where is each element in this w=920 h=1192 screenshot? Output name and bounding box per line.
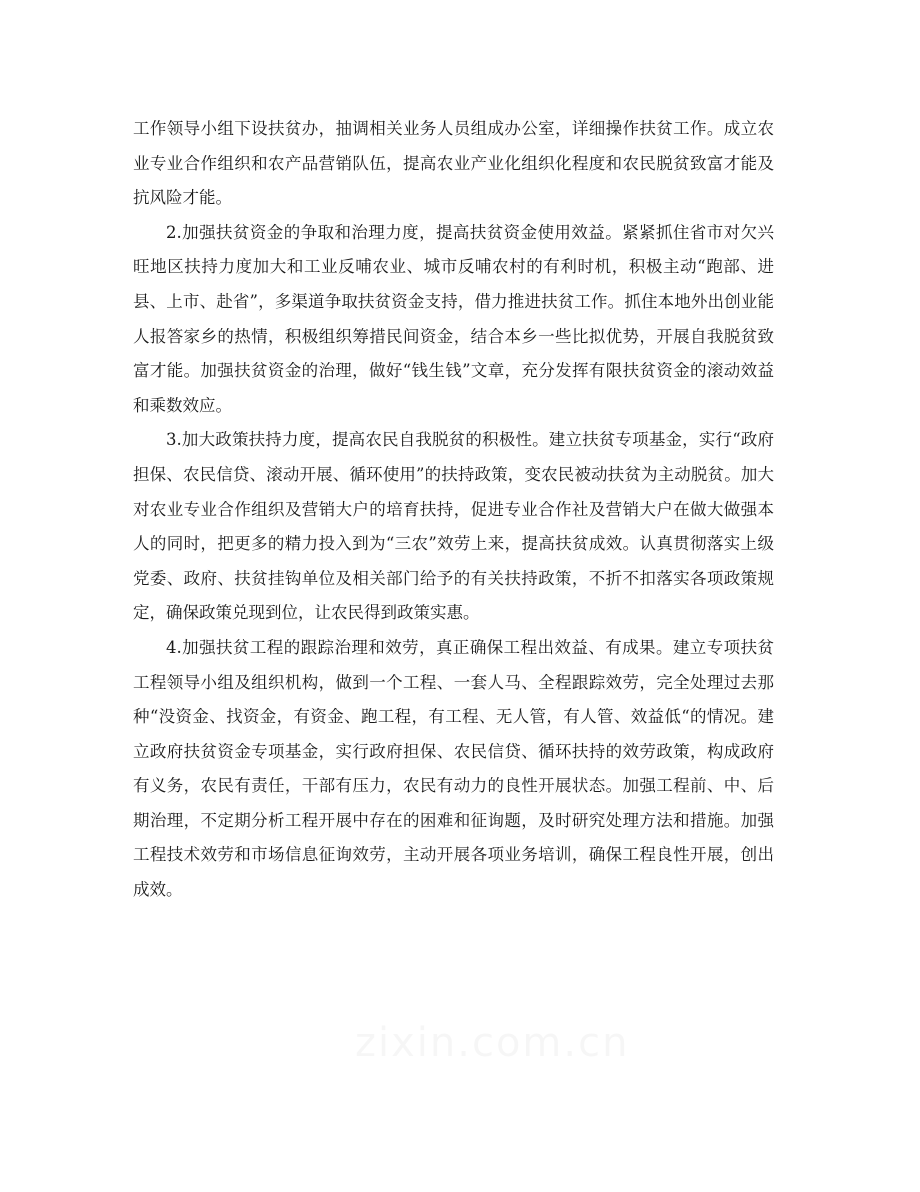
- watermark: [355, 1020, 629, 1066]
- document-body: [133, 112, 774, 908]
- paragraph-item-2: 2.加强扶贫资金的争取和治理力度，提高扶贫资金使用效益。紧紧抓住省市对欠兴旺地区扶持力度加大和工业反哺农业、城市反哺农村的有利时机，积极主动“跑部、进县、上市、赴省”，多渠道争取扶贫资金支持，借力推进扶贫工作。抓住本地外出创业能人报答家乡的热情，积极组织筹措民间资金，结合本乡一些比拟优势，开展自我脱贫致富才能。加强扶贫资金的治理，做好“钱生钱”文章，充分发挥有限扶贫资金的滚动效益和乘数效应。: [133, 222, 774, 415]
- paragraph-item-4: 4.加强扶贫工程的跟踪治理和效劳，真正确保工程出效益、有成果。建立专项扶贫工程领导小组及组织机构，做到一个工程、一套人马、全程跟踪效劳，完全处理过去那种“没资金、找资金，有资金、跑工程，有工程、无人管，有人管、效益低“的情况。建立政府扶贫资金专项基金，实行政府担保、农民信贷、循环扶持的效劳政策，构成政府有义务，农民有责任，干部有压力，农民有动力的良性开展状态。加强工程前、中、后期治理，不定期分析工程开展中存在的困难和征询题，及时研究处理方法和措施。加强工程技术效劳和市场信息征询效劳，主动开展各项业务培训，确保工程良性开展，创出成效。: [133, 637, 774, 900]
- paragraph-continuation: 工作领导小组下设扶贫办，抽调相关业务人员组成办公室，详细操作扶贫工作。成立农业专业合作组织和农产品营销队伍，提高农业产业化组织化程度和农民脱贫致富才能及抗风险才能。: [133, 119, 774, 208]
- paragraph-item-3: 3.加大政策扶持力度，提高农民自我脱贫的积极性。建立扶贫专项基金，实行“政府担保、农民信贷、滚动开展、循环使用”的扶持政策，变农民被动扶贫为主动脱贫。加大对农业专业合作组织及营销大户的培育扶持，促进专业合作社及营销大户在做大做强本人的同时，把更多的精力投入到为“三农”效劳上来，提高扶贫成效。认真贯彻落实上级党委、政府、扶贫挂钩单位及相关部门给予的有关扶持政策，不折不扣落实各项政策规定，确保政策兑现到位，让农民得到政策实惠。: [133, 430, 774, 623]
